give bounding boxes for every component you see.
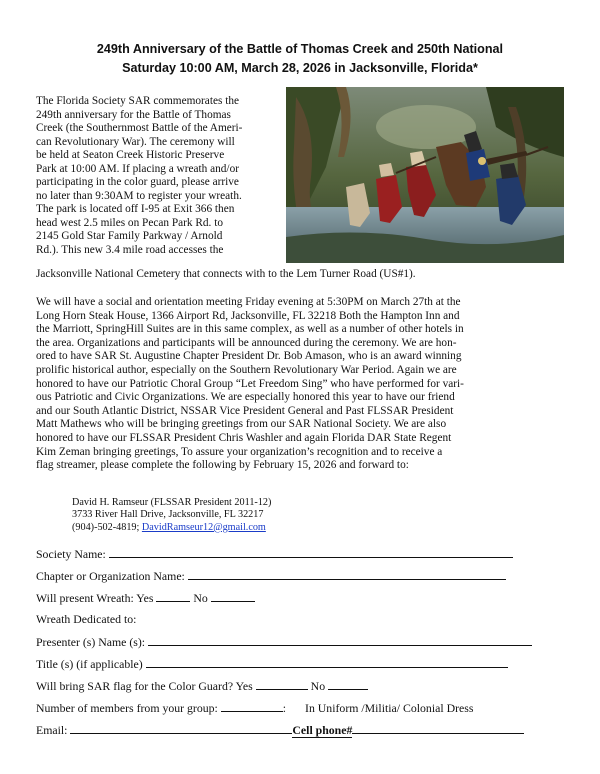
present-wreath-no-field[interactable] <box>211 589 255 602</box>
cell-phone-label: Cell phone# <box>292 723 353 737</box>
email-field[interactable] <box>70 721 292 734</box>
intro-line: The Florida Society SAR commemorates the <box>36 95 239 107</box>
intro-line: Park at 10:00 AM. If placing a wreath and/or <box>36 162 239 175</box>
header-line-2: Saturday 10:00 AM, March 28, 2026 in Jacksonville, Florida* <box>122 61 478 75</box>
header-line-1: 249th Anniversary of the Battle of Thomas Creek and 250th National <box>96 42 504 56</box>
contact-name: David H. Ramseur (FLSSAR President 2011-12) <box>72 497 272 508</box>
members-label: Number of members from your group: <box>36 701 218 715</box>
meeting-paragraph <box>36 296 566 473</box>
paragraph-line: prolific historical author, especially on the Southern Revolutionary War Period. Again we are <box>36 363 457 376</box>
contact-phone: (904)-502-4819; <box>72 521 142 533</box>
wreath-dedicated-row <box>36 611 136 627</box>
page-header <box>0 40 600 78</box>
contact-block <box>72 497 271 534</box>
members-field[interactable] <box>221 699 283 712</box>
bring-flag-row <box>36 677 368 693</box>
battle-painting-image <box>286 87 564 263</box>
bring-flag-label: Will bring SAR flag for the Color Guard? Yes <box>36 679 253 693</box>
intro-continued-line: Jacksonville National Cemetery that connects with to the Lem Turner Road (US#1). <box>36 268 416 280</box>
society-name-field[interactable] <box>109 545 513 558</box>
paragraph-line: ored to have SAR St. Augustine Chapter President Dr. Bob Amason, who is an award winning <box>36 350 462 363</box>
presenter-label: Presenter (s) Name (s): <box>36 635 146 649</box>
intro-line: participating in the color guard, please arrive <box>36 176 239 188</box>
presenter-row <box>36 633 532 649</box>
contact-address: 3733 River Hall Drive, Jacksonville, FL 32217 <box>72 509 264 521</box>
chapter-name-label: Chapter or Organization Name: <box>36 569 185 583</box>
members-colon: : <box>282 701 287 715</box>
society-name-row <box>36 545 513 561</box>
members-row <box>36 699 473 715</box>
paragraph-line: flag streamer, please complete the following by February 15, 2026 and forward to: <box>36 459 409 472</box>
intro-continued <box>36 268 566 282</box>
contact-phone-email <box>72 522 271 534</box>
paragraph-line: honored to have our FLSSAR President Chris Washler and again Florida DAR State Regent <box>36 431 452 444</box>
paragraph-line: We will have a social and orientation meeting Friday evening at 5:30PM on March 27th at the <box>36 296 461 308</box>
title-label: Title (s) (if applicable) <box>36 657 143 671</box>
title-row <box>36 655 508 671</box>
society-name-label: Society Name: <box>36 547 106 561</box>
cell-phone-field[interactable] <box>352 721 524 734</box>
present-wreath-yes-field[interactable] <box>156 589 190 602</box>
paragraph-line: and our South Atlantic District, NSSAR Vice President General and Past FLSSAR President <box>36 404 454 417</box>
email-label: Email: <box>36 723 68 737</box>
chapter-name-field[interactable] <box>188 567 506 580</box>
intro-line: 2145 Gold Star Family Parkway / Arnold <box>36 230 223 242</box>
intro-line: Creek (the Southernmost Battle of the Ameri- <box>36 122 243 134</box>
wreath-dedicated-label: Wreath Dedicated to: <box>36 612 137 626</box>
paragraph-line: Long Horn Steak House, 1366 Airport Rd, Jacksonville, FL 32218 Both the Hampton Inn and <box>36 309 460 322</box>
intro-line: The park is located off I-95 at Exit 366 then <box>36 203 235 215</box>
intro-line: 249th anniversary for the Battle of Thomas <box>36 108 231 121</box>
title-field[interactable] <box>146 655 508 668</box>
intro-line: Rd.). This new 3.4 mile road accesses the <box>36 243 224 256</box>
chapter-name-row <box>36 567 506 583</box>
intro-paragraph <box>36 95 288 257</box>
bring-flag-no-label: No <box>310 679 326 693</box>
paragraph-line: the area. Organizations and participants will be announced during the ceremony. We are hon- <box>36 336 457 349</box>
presenter-field[interactable] <box>148 633 532 646</box>
bring-flag-no-field[interactable] <box>328 677 368 690</box>
present-wreath-no-label: No <box>193 591 208 605</box>
present-wreath-row <box>36 589 255 605</box>
intro-line: no later than 9:30AM to register your wreath. <box>36 189 242 202</box>
intro-line: can Revolutionary War). The ceremony will <box>36 135 235 148</box>
paragraph-line: ous Patriotic and Civic Organizations. We are especially honored this year to have our friend <box>36 391 455 404</box>
paragraph-line: Matt Mathews who will be bringing greetings from our SAR National Society. We are also <box>36 418 447 431</box>
intro-line: head west 2.5 miles on Pecan Park Rd. to <box>36 216 223 229</box>
bring-flag-yes-field[interactable] <box>256 677 308 690</box>
email-row <box>36 721 524 737</box>
intro-line: be held at Seaton Creek Historic Preserve <box>36 149 225 161</box>
paragraph-line: the Marriott, SpringHill Suites are in this same complex, as well as a number of other hotels in <box>36 323 464 336</box>
contact-email-link[interactable]: DavidRamseur12@gmail.com <box>141 521 266 533</box>
paragraph-line: honored to have our Patriotic Choral Group “Let Freedom Sing” who have performed for vari- <box>36 377 464 390</box>
present-wreath-label: Will present Wreath: Yes <box>36 591 154 605</box>
paragraph-line: Kim Zeman bringing greetings, To assure your organization’s recognition and to receive a <box>36 445 443 458</box>
uniform-label: In Uniform /Militia/ Colonial Dress <box>305 701 474 715</box>
